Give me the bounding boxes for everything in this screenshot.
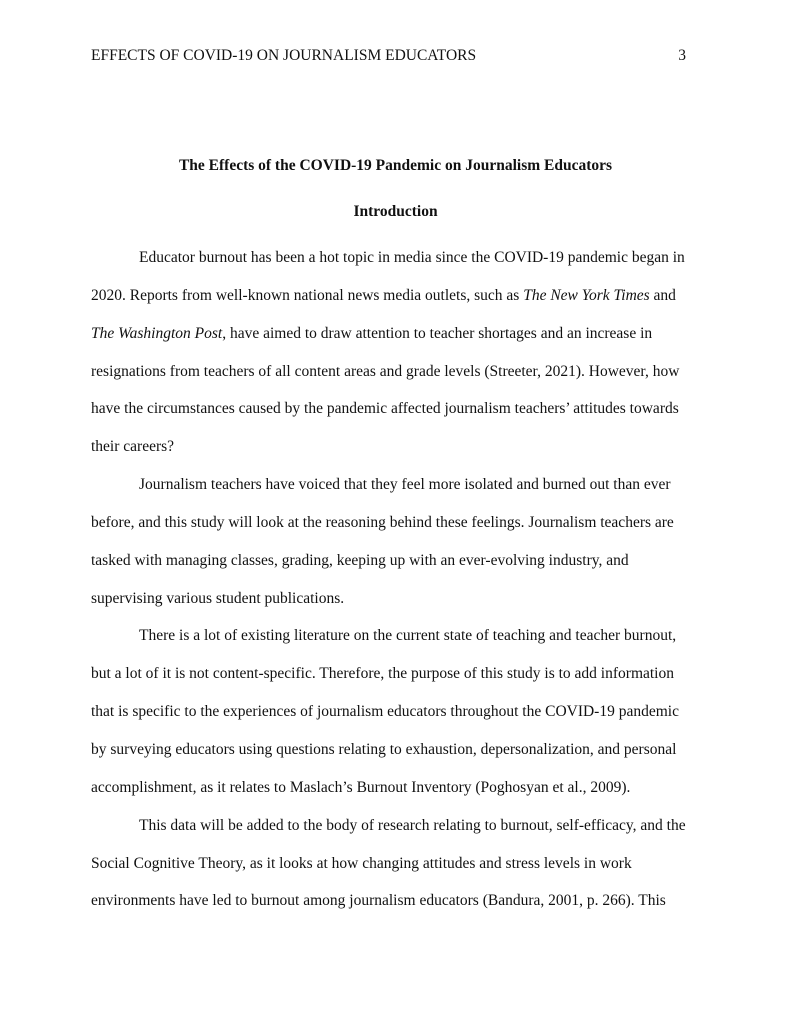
text-segment: but a lot of it is not content-specific. Therefore, the purpose of this study is to add information (91, 665, 674, 683)
text-line (91, 740, 691, 778)
text-segment: accomplishment, as it relates to Maslach’s Burnout Inventory (Poghosyan et al., 2009). (91, 778, 631, 796)
text-line (91, 891, 691, 929)
text-segment: Journalism teachers have voiced that they feel more isolated and burned out than ever (139, 476, 671, 494)
text-line (91, 816, 691, 854)
text-line (91, 362, 691, 400)
text-segment: tasked with managing classes, grading, keeping up with an ever-evolving industry, and (91, 551, 629, 569)
paragraph (91, 626, 691, 815)
text-line (91, 324, 691, 362)
text-segment: supervising various student publications. (91, 589, 345, 607)
italic-title: The Washington Post (91, 324, 223, 342)
text-segment: by surveying educators using questions relating to exhaustion, depersonalization, and personal (91, 740, 677, 758)
text-line (91, 778, 691, 816)
text-line (91, 248, 691, 286)
text-line (91, 475, 691, 513)
text-line (91, 702, 691, 740)
running-head: EFFECTS OF COVID-19 ON JOURNALISM EDUCATORS (91, 47, 477, 64)
text-segment: resignations from teachers of all content areas and grade levels (Streeter, 2021). However, how (91, 362, 680, 380)
text-segment: This data will be added to the body of research relating to burnout, self-efficacy, and the (139, 816, 686, 834)
text-line (91, 626, 691, 664)
page-header (91, 47, 686, 65)
text-segment: before, and this study will look at the reasoning behind these feelings. Journalism teachers are (91, 513, 674, 531)
text-segment: 2020. Reports from well-known national news media outlets, such as (91, 286, 524, 304)
text-line (91, 286, 691, 324)
text-segment: Educator burnout has been a hot topic in media since the COVID-19 pandemic began in (139, 249, 685, 266)
text-segment: There is a lot of existing literature on the current state of teaching and teacher burnout, (139, 627, 677, 645)
italic-title: The New York Times (523, 286, 650, 304)
text-line (91, 399, 691, 437)
text-line (91, 589, 691, 627)
text-line (91, 854, 691, 892)
text-segment: have the circumstances caused by the pandemic affected journalism teachers’ attitudes towards (91, 400, 679, 418)
page-number: 3 (678, 47, 686, 64)
text-segment: Social Cognitive Theory, as it looks at how changing attitudes and stress levels in work (91, 854, 632, 872)
text-line (91, 664, 691, 702)
text-segment: , have aimed to draw attention to teacher shortages and an increase in (222, 324, 653, 342)
text-line (91, 551, 691, 589)
paragraph (91, 816, 691, 930)
text-segment: environments have led to burnout among journalism educators (Bandura, 2001, p. 266). This (91, 892, 666, 910)
paragraph (91, 475, 691, 626)
paper-title: The Effects of the COVID-19 Pandemic on Journalism Educators (178, 157, 613, 174)
text-line (91, 437, 691, 475)
text-segment: and (649, 286, 676, 304)
paragraph (91, 248, 691, 475)
section-heading: Introduction (353, 203, 438, 220)
document-body (91, 248, 691, 929)
text-line (91, 513, 691, 551)
text-segment: that is specific to the experiences of journalism educators throughout the COVID-19 pandemic (91, 703, 679, 721)
text-segment: their careers? (91, 438, 175, 456)
